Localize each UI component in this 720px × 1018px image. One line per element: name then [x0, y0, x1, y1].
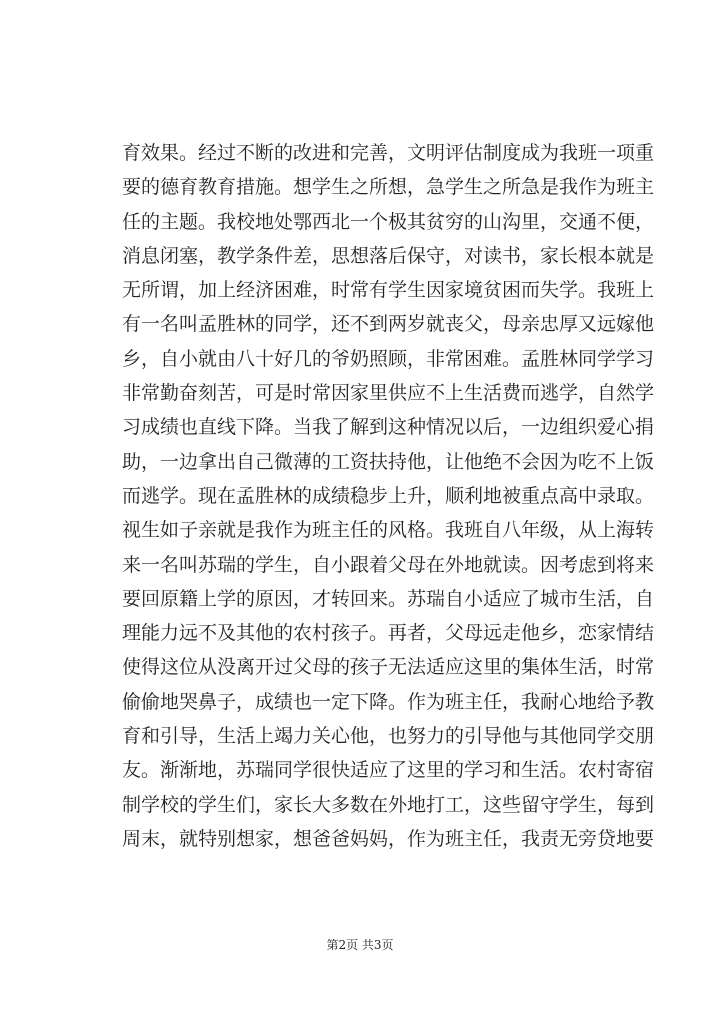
text-line: 任的主题。我校地处鄂西北一个极其贫穷的山沟里，交通不便， [122, 210, 655, 233]
text-line: 理能力远不及其他的农村孩子。再者，父母远走他乡，恋家情结 [122, 622, 655, 645]
text-line: 育效果。经过不断的改进和完善，文明评估制度成为我班一项重 [122, 142, 655, 164]
text-line: 乡，自小就由八十好几的爷奶照顾，非常困难。孟胜林同学学习 [122, 347, 655, 370]
text-line: 要回原籍上学的原因，才转回来。苏瑞自小适应了城市生活，自 [122, 587, 655, 610]
text-line: 制学校的学生们，家长大多数在外地打工，这些留守学生，每到 [122, 793, 655, 816]
text-line: 助，一边拿出自己微薄的工资扶持他，让他绝不会因为吃不上饭 [122, 450, 655, 473]
text-line: 偷偷地哭鼻子，成绩也一定下降。作为班主任，我耐心地给予教 [122, 690, 655, 713]
document-body [122, 136, 655, 856]
text-line: 视生如子亲就是我作为班主任的风格。我班自八年级，从上海转 [122, 519, 655, 542]
text-line: 有一名叫孟胜林的同学，还不到两岁就丧父，母亲忠厚又远嫁他 [122, 313, 655, 336]
text-line: 消息闭塞，教学条件差，思想落后保守，对读书，家长根本就是 [122, 244, 655, 267]
text-line: 无所谓，加上经济困难，时常有学生因家境贫困而失学。我班上 [122, 279, 655, 302]
text-line: 周末，就特别想家，想爸爸妈妈，作为班主任，我责无旁贷地要 [122, 827, 655, 850]
text-line: 要的德育教育措施。想学生之所想，急学生之所急是我作为班主 [122, 176, 655, 199]
text-line: 而逃学。现在孟胜林的成绩稳步上升，顺利地被重点高中录取。 [122, 484, 655, 507]
text-line: 使得这位从没离开过父母的孩子无法适应这里的集体生活，时常 [122, 656, 655, 679]
text-line: 习成绩也直线下降。当我了解到这种情况以后，一边组织爱心捐 [122, 416, 655, 439]
text-line: 育和引导，生活上竭力关心他，也努力的引导他与其他同学交朋 [122, 725, 655, 748]
text-line: 来一名叫苏瑞的学生，自小跟着父母在外地就读。因考虑到将来 [122, 553, 655, 576]
page-number-footer: 第2页 共3页 [326, 938, 394, 952]
text-line: 友。渐渐地，苏瑞同学很快适应了这里的学习和生活。农村寄宿 [122, 759, 655, 782]
text-line: 非常勤奋刻苦，可是时常因家里供应不上生活费而逃学，自然学 [122, 382, 655, 405]
